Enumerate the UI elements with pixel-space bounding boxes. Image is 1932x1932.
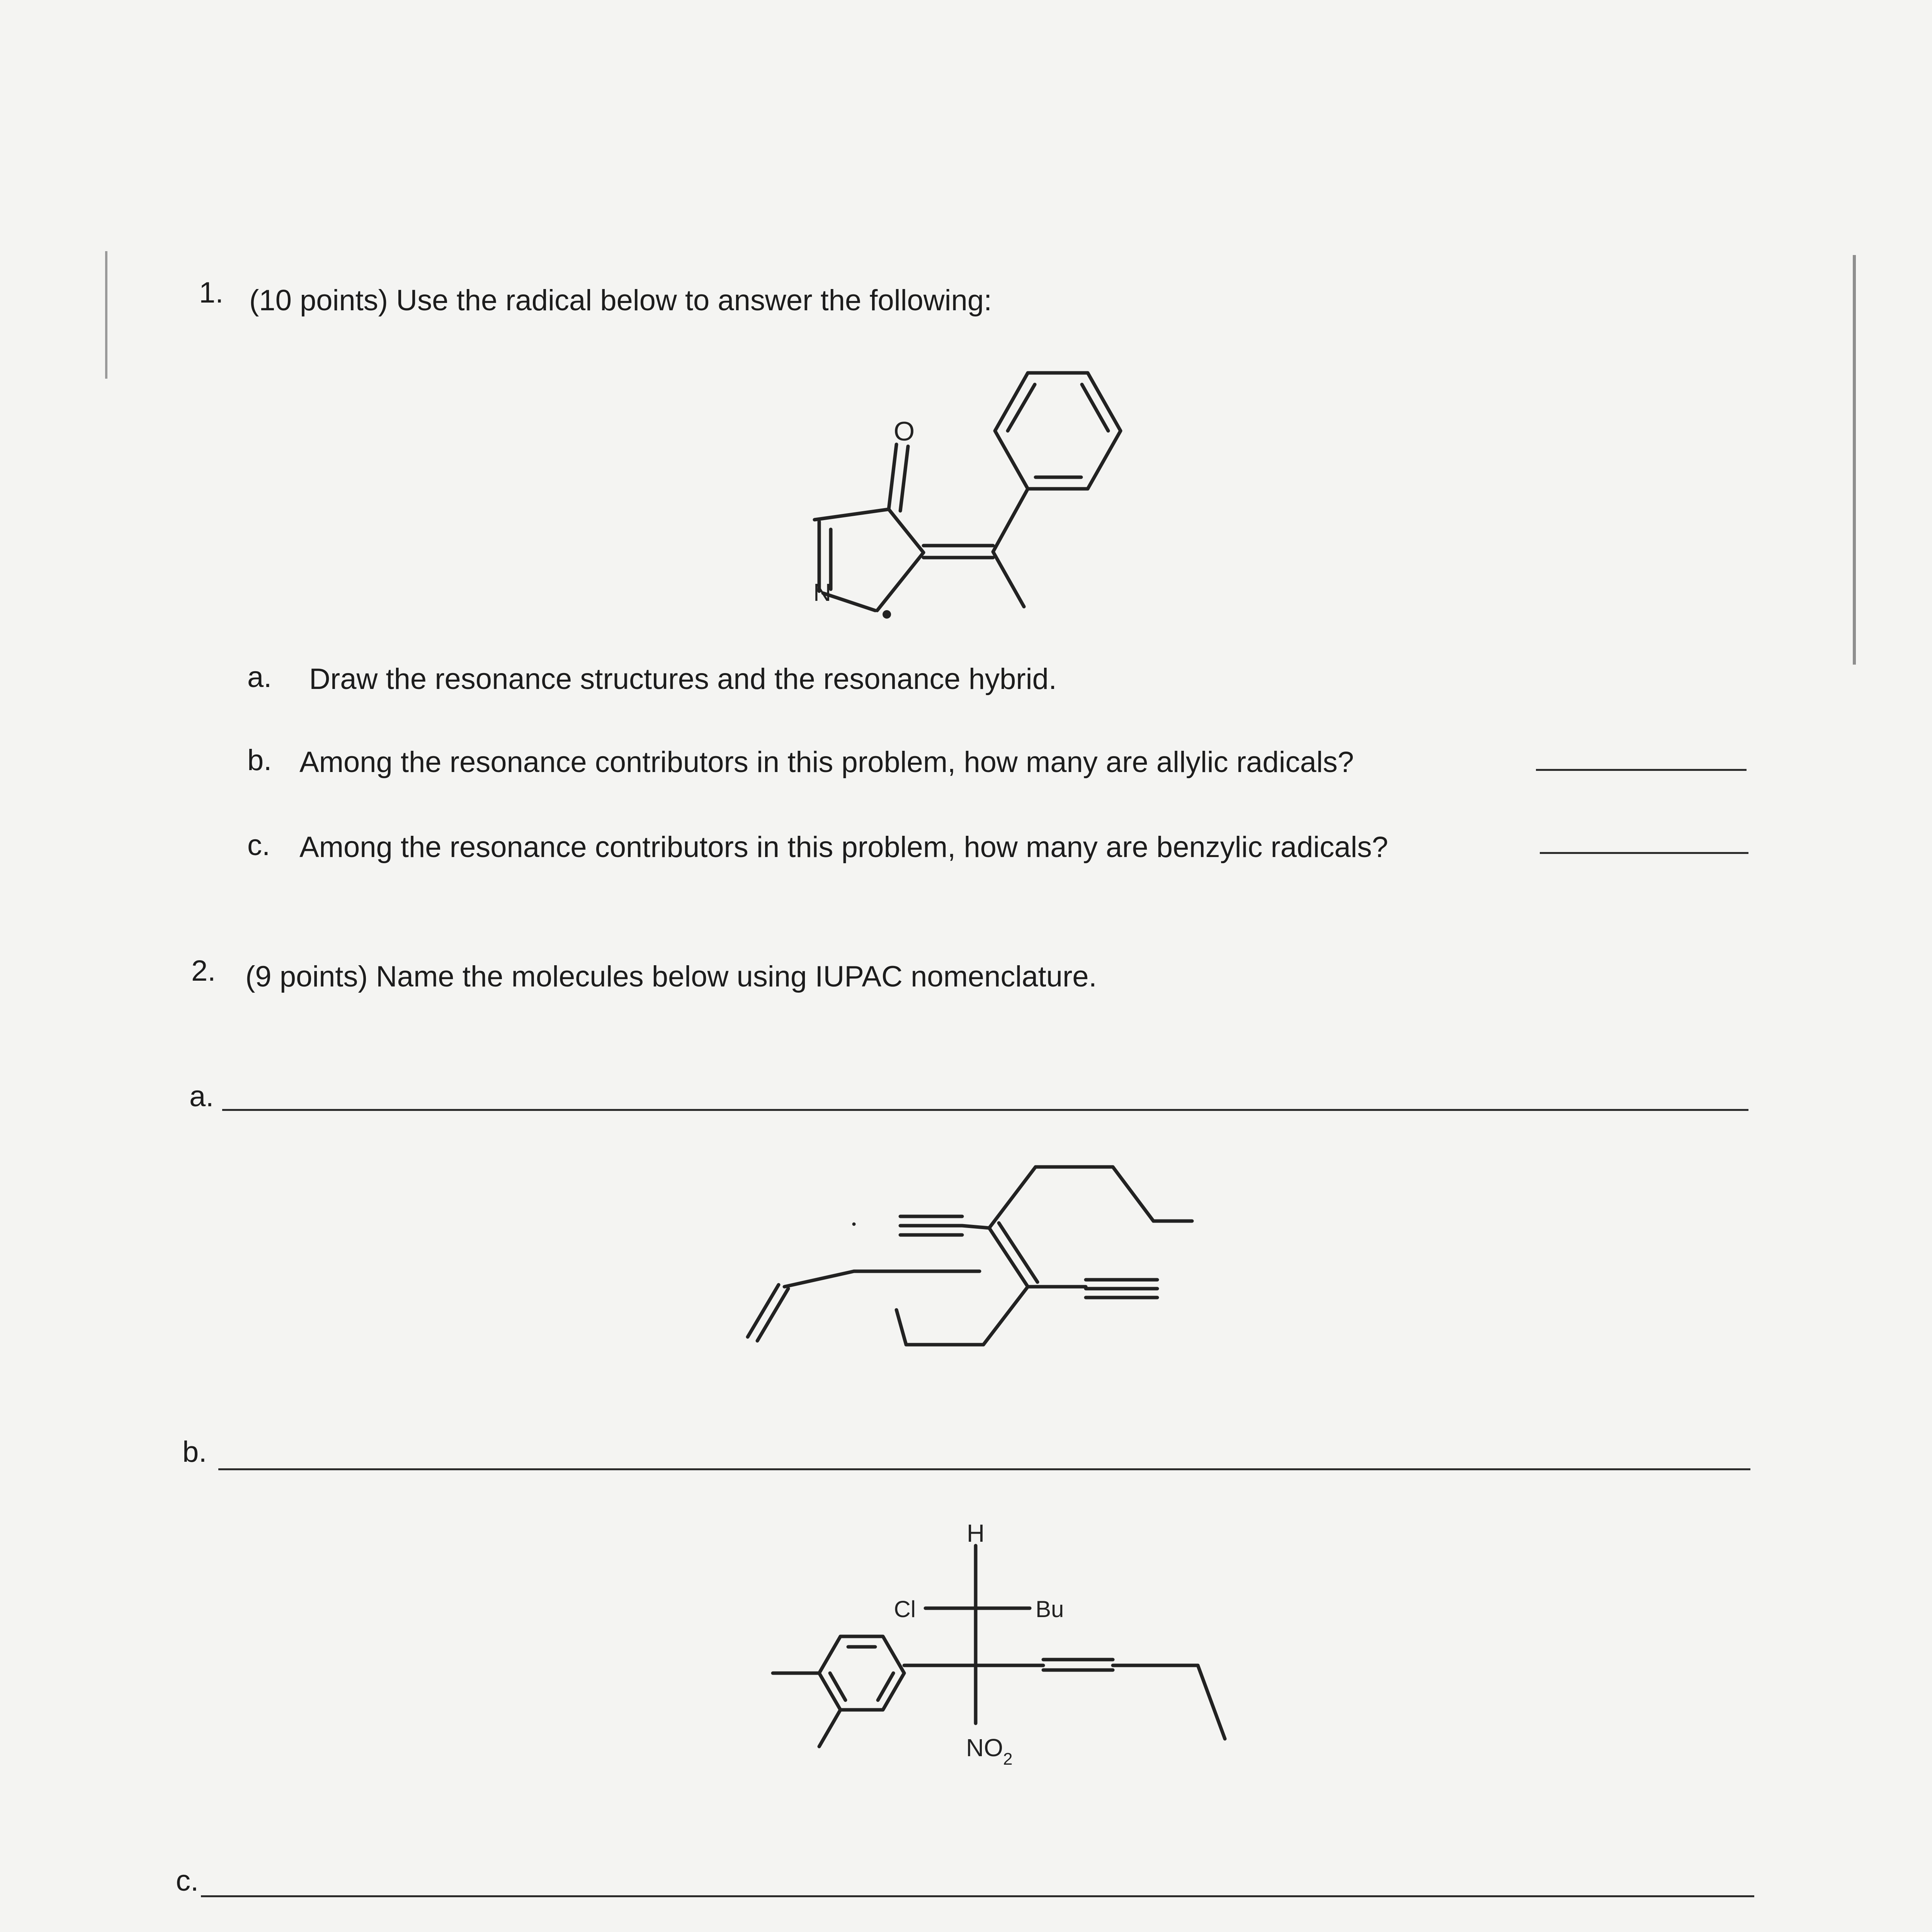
fischer-top-label: H [966,1519,985,1547]
q2-prompt: (9 points) Name the molecules below using IUPAC nomenclature. [245,960,1097,993]
q2-number: 2. [191,954,216,987]
q2a-letter: a. [189,1080,214,1113]
nitrogen-label: N [813,578,832,606]
q1-prompt: (10 points) Use the radical below to answer the following: [249,284,992,317]
fischer-bottom-label: $NO_2$ [966,1734,1013,1769]
radical-dot-icon [883,610,891,619]
q1c-text: Among the resonance contributors in this problem, how many are benzylic radicals? [299,831,1388,864]
oxygen-label: O [893,416,915,446]
q2c-letter: c. [176,1864,199,1897]
q1c-letter: c. [247,829,270,862]
q2b-letter: b. [182,1435,207,1468]
fischer-right-label: Bu [1036,1596,1064,1622]
q1b-text: Among the resonance contributors in this problem, how many are allylic radicals? [299,746,1354,779]
q2b-fischer-projection [773,1519,1225,1769]
q1a-letter: a. [247,661,272,694]
q2a-skeletal-structure [748,1167,1192,1345]
q1b-letter: b. [247,744,272,777]
q1-radical-structure [813,373,1121,619]
q1-number: 1. [199,276,224,309]
q1a-text: Draw the resonance structures and the resonance hybrid. [309,663,1057,696]
fischer-left-label: Cl [894,1596,916,1622]
